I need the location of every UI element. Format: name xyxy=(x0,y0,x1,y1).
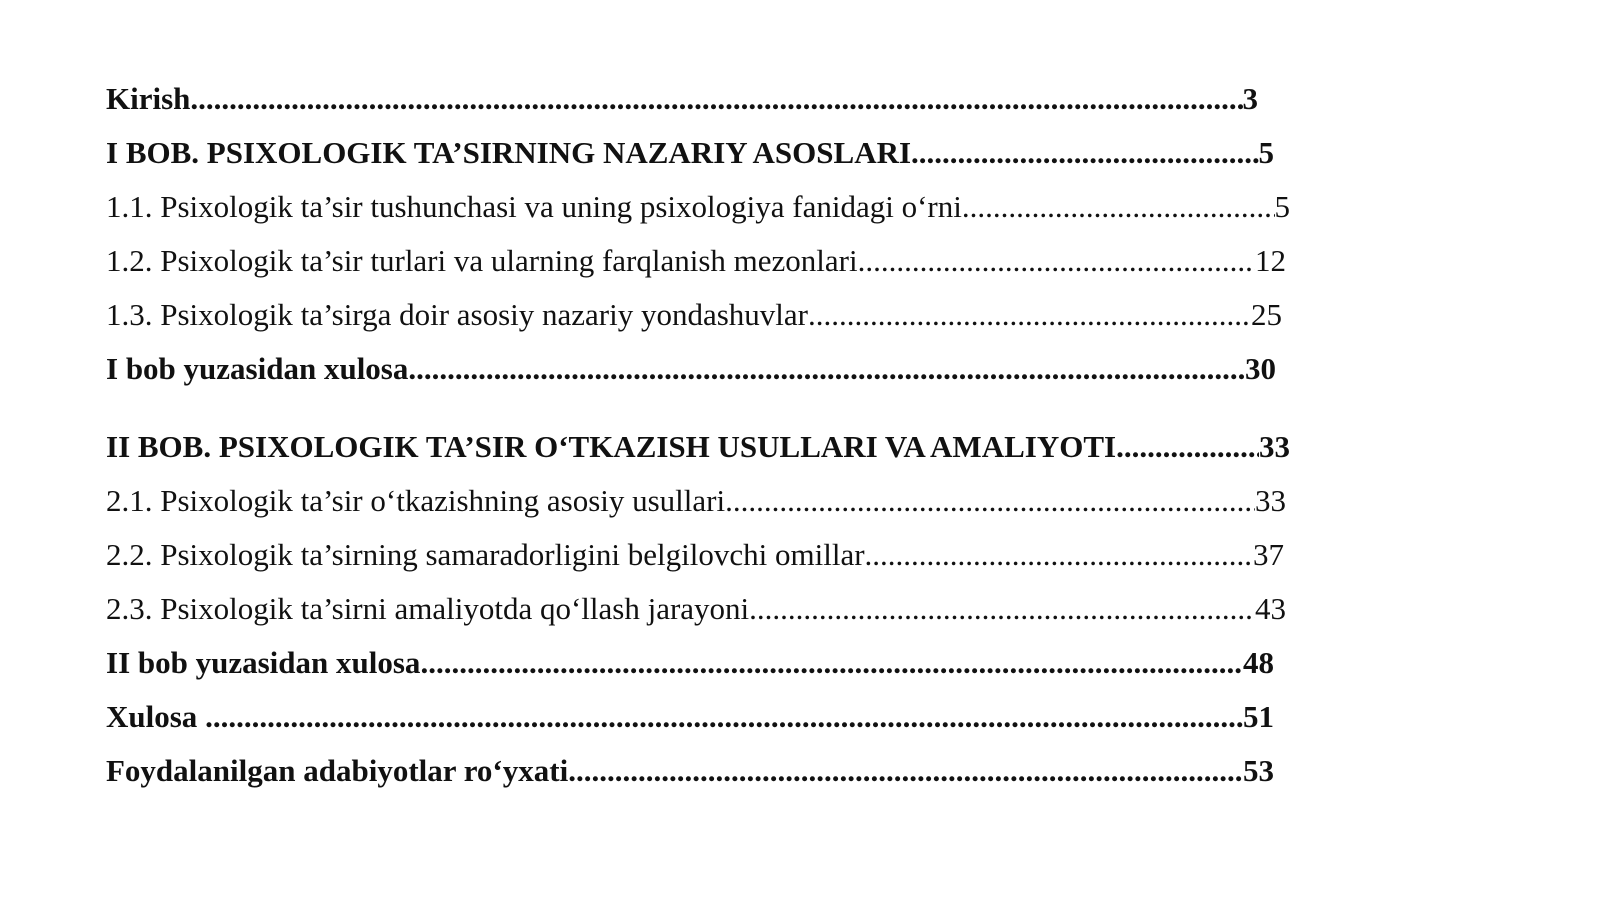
toc-entry-section-2-3 xyxy=(106,582,1286,636)
toc-entry-references xyxy=(106,744,1274,798)
toc-entry-chapter-2 xyxy=(106,420,1290,474)
toc-entry-title: 1.1. Psixologik ta’sir tushunchasi va uning psixologiya fanidagi o‘rni xyxy=(106,189,962,224)
toc-dot-leader xyxy=(749,582,1255,636)
toc-entry-section-1-1 xyxy=(106,180,1290,234)
toc-entry-page: 51 xyxy=(1243,699,1274,734)
toc-entry-title: 2.3. Psixologik ta’sirni amaliyotda qo‘llash jarayoni xyxy=(106,591,750,626)
toc-dot-leader xyxy=(205,690,1243,744)
toc-entry-page: 37 xyxy=(1253,537,1284,572)
toc-entry-page: 30 xyxy=(1245,351,1276,386)
toc-entry-section-2-1 xyxy=(106,474,1286,528)
toc-entry-page: 43 xyxy=(1255,591,1286,626)
toc-entry-kirish xyxy=(106,72,1258,126)
toc-dot-leader xyxy=(725,474,1255,528)
toc-entry-title: 1.2. Psixologik ta’sir turlari va ularning farqlanish mezonlari xyxy=(106,243,858,278)
toc-entry-conclusion xyxy=(106,690,1274,744)
toc-entry-section-1-3 xyxy=(106,288,1282,342)
toc-entry-chapter-1-summary xyxy=(106,342,1276,396)
toc-entry-chapter-2-summary xyxy=(106,636,1274,690)
toc-entry-title: 1.3. Psixologik ta’sirga doir asosiy nazariy yondashuvlar xyxy=(106,297,808,332)
toc-dot-leader xyxy=(190,72,1242,126)
toc-entry-page: 53 xyxy=(1243,753,1274,788)
toc-dot-leader xyxy=(865,528,1253,582)
toc-entry-title: Xulosa xyxy=(106,699,206,734)
toc-dot-leader xyxy=(1116,420,1259,474)
toc-entry-page: 5 xyxy=(1274,189,1290,224)
toc-entry-title: Foydalanilgan adabiyotlar ro‘yxati xyxy=(106,753,569,788)
toc-dot-leader xyxy=(962,180,1275,234)
toc-entry-page: 25 xyxy=(1251,297,1282,332)
table-of-contents xyxy=(106,72,1318,798)
toc-dot-leader xyxy=(408,342,1245,396)
toc-entry-title: II bob yuzasidan xulosa xyxy=(106,645,421,680)
toc-entry-page: 48 xyxy=(1243,645,1274,680)
toc-entry-section-2-2 xyxy=(106,528,1284,582)
toc-dot-leader xyxy=(911,126,1258,180)
toc-entry-page: 33 xyxy=(1259,429,1290,464)
toc-entry-title: I BOB. PSIXOLOGIK TA’SIRNING NAZARIY ASOSLARI xyxy=(106,135,912,170)
toc-dot-leader xyxy=(420,636,1243,690)
toc-dot-leader xyxy=(858,234,1255,288)
toc-entry-page: 12 xyxy=(1255,243,1286,278)
toc-dot-leader xyxy=(808,288,1251,342)
toc-entry-section-1-2 xyxy=(106,234,1286,288)
toc-entry-page: 3 xyxy=(1242,81,1258,116)
toc-entry-title: 2.2. Psixologik ta’sirning samaradorligini belgilovchi omillar xyxy=(106,537,865,572)
toc-entry-chapter-1 xyxy=(106,126,1274,180)
toc-entry-title: 2.1. Psixologik ta’sir o‘tkazishning asosiy usullari xyxy=(106,483,726,518)
toc-dot-leader xyxy=(568,744,1243,798)
toc-entry-page: 5 xyxy=(1258,135,1274,170)
toc-entry-title: I bob yuzasidan xulosa xyxy=(106,351,409,386)
toc-entry-title: II BOB. PSIXOLOGIK TA’SIR O‘TKAZISH USULLARI VA AMALIYOTI xyxy=(106,429,1117,464)
toc-entry-page: 33 xyxy=(1255,483,1286,518)
toc-entry-title: Kirish xyxy=(106,81,191,116)
